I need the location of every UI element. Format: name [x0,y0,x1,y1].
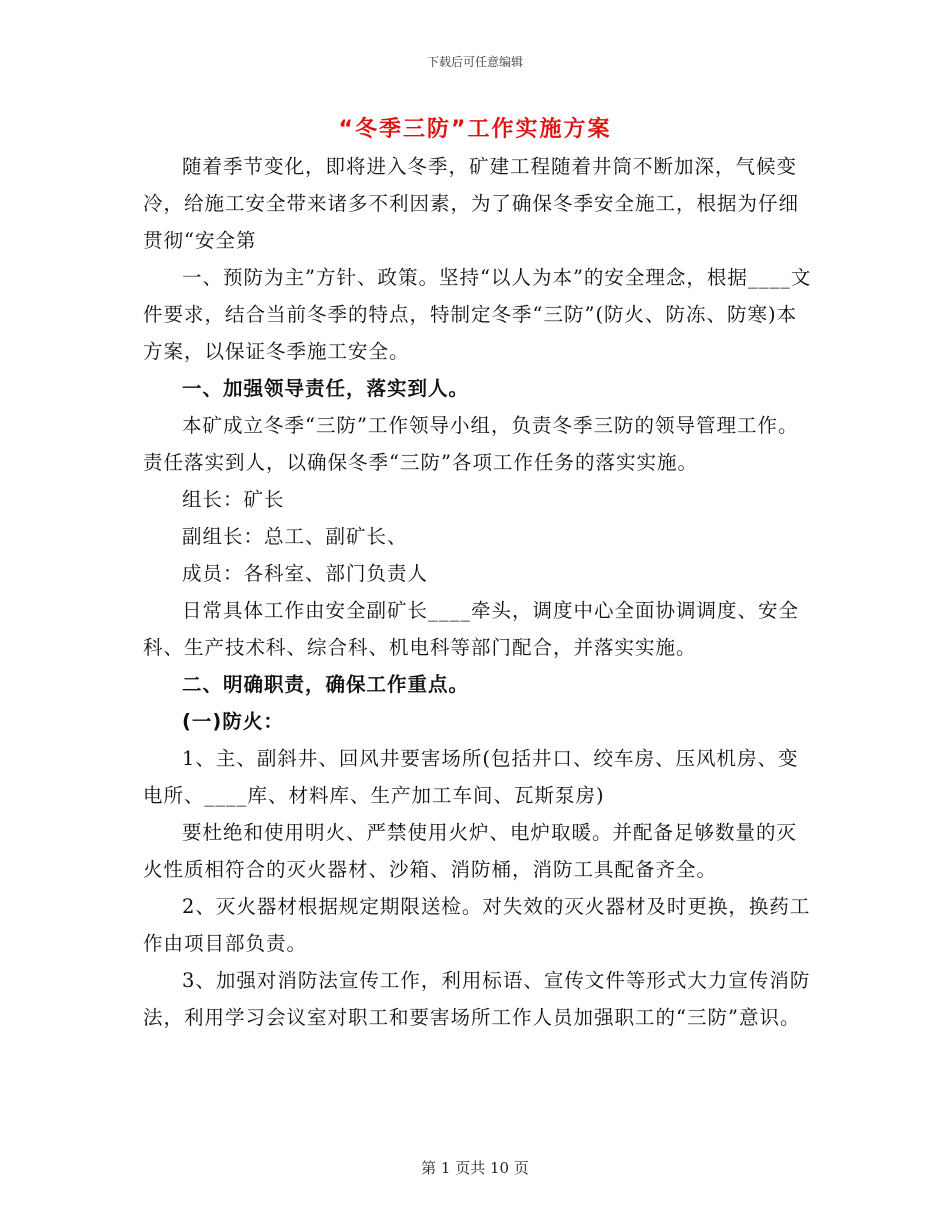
document-title: “冬季三防”工作实施方案 [338,117,612,142]
paragraph-leadership-group: 本矿成立冬季“三防”工作领导小组，负责冬季三防的领导管理工作。责任落实到人，以确保冬季“三防”各项工作任务的落实实施。 [143,414,799,474]
page-footer-number: 第 1 页共 10 页 [421,1159,529,1177]
subsection-heading-fire: (一)防火： [182,710,284,733]
section-heading-duties: 二、明确职责，确保工作重点。 [182,673,470,696]
paragraph-item-3: 3、加强对消防法宣传工作，利用标语、宣传文件等形式大力宣传消防法，利用学习会议室对职工和要害场所工作人员加强职工的“三防”意识。 [143,969,811,1029]
paragraph-deputy-leader: 副组长：总工、副矿长、 [182,525,408,548]
paragraph-intro: 随着季节变化，即将进入冬季，矿建工程随着井筒不断加深，气候变冷，给施工安全带来诸多不利因素，为了确保冬季安全施工，根据为仔细贯彻“安全第 [143,155,800,252]
section-heading-leadership: 一、加强领导责任，落实到人。 [182,377,470,400]
paragraph-fire-rules: 要杜绝和使用明火、严禁使用火炉、电炉取暖。并配备足够数量的灭火性质相符合的灭火器材、沙箱、消防桶，消防工具配备齐全。 [143,821,798,881]
paragraph-policy: 一、预防为主”方针、政策。坚持“以人为本”的安全理念，根据____文件要求，结合当前冬季的特点，特制定冬季“三防”(防火、防冻、防寒)本方案，以保证冬季施工安全。 [143,266,812,363]
paragraph-daily-work: 日常具体工作由安全副矿长____牵头，调度中心全面协调调度、安全科、生产技术科、综合科、机电科等部门配合，并落实实施。 [143,599,800,659]
paragraph-group-leader: 组长：矿长 [182,488,285,511]
paragraph-item-1: 1、主、副斜井、回风井要害场所(包括井口、绞车房、压风机房、变电所、____库、材料库、生产加工车间、瓦斯泵房) [143,747,799,807]
document-body [143,148,813,1036]
page-header-note: 下载后可任意编辑 [426,55,523,69]
paragraph-item-2: 2、灭火器材根据规定期限送检。对失效的灭火器材及时更换，换药工作由项目部负责。 [143,895,811,955]
paragraph-members: 成员：各科室、部门负责人 [182,562,429,585]
